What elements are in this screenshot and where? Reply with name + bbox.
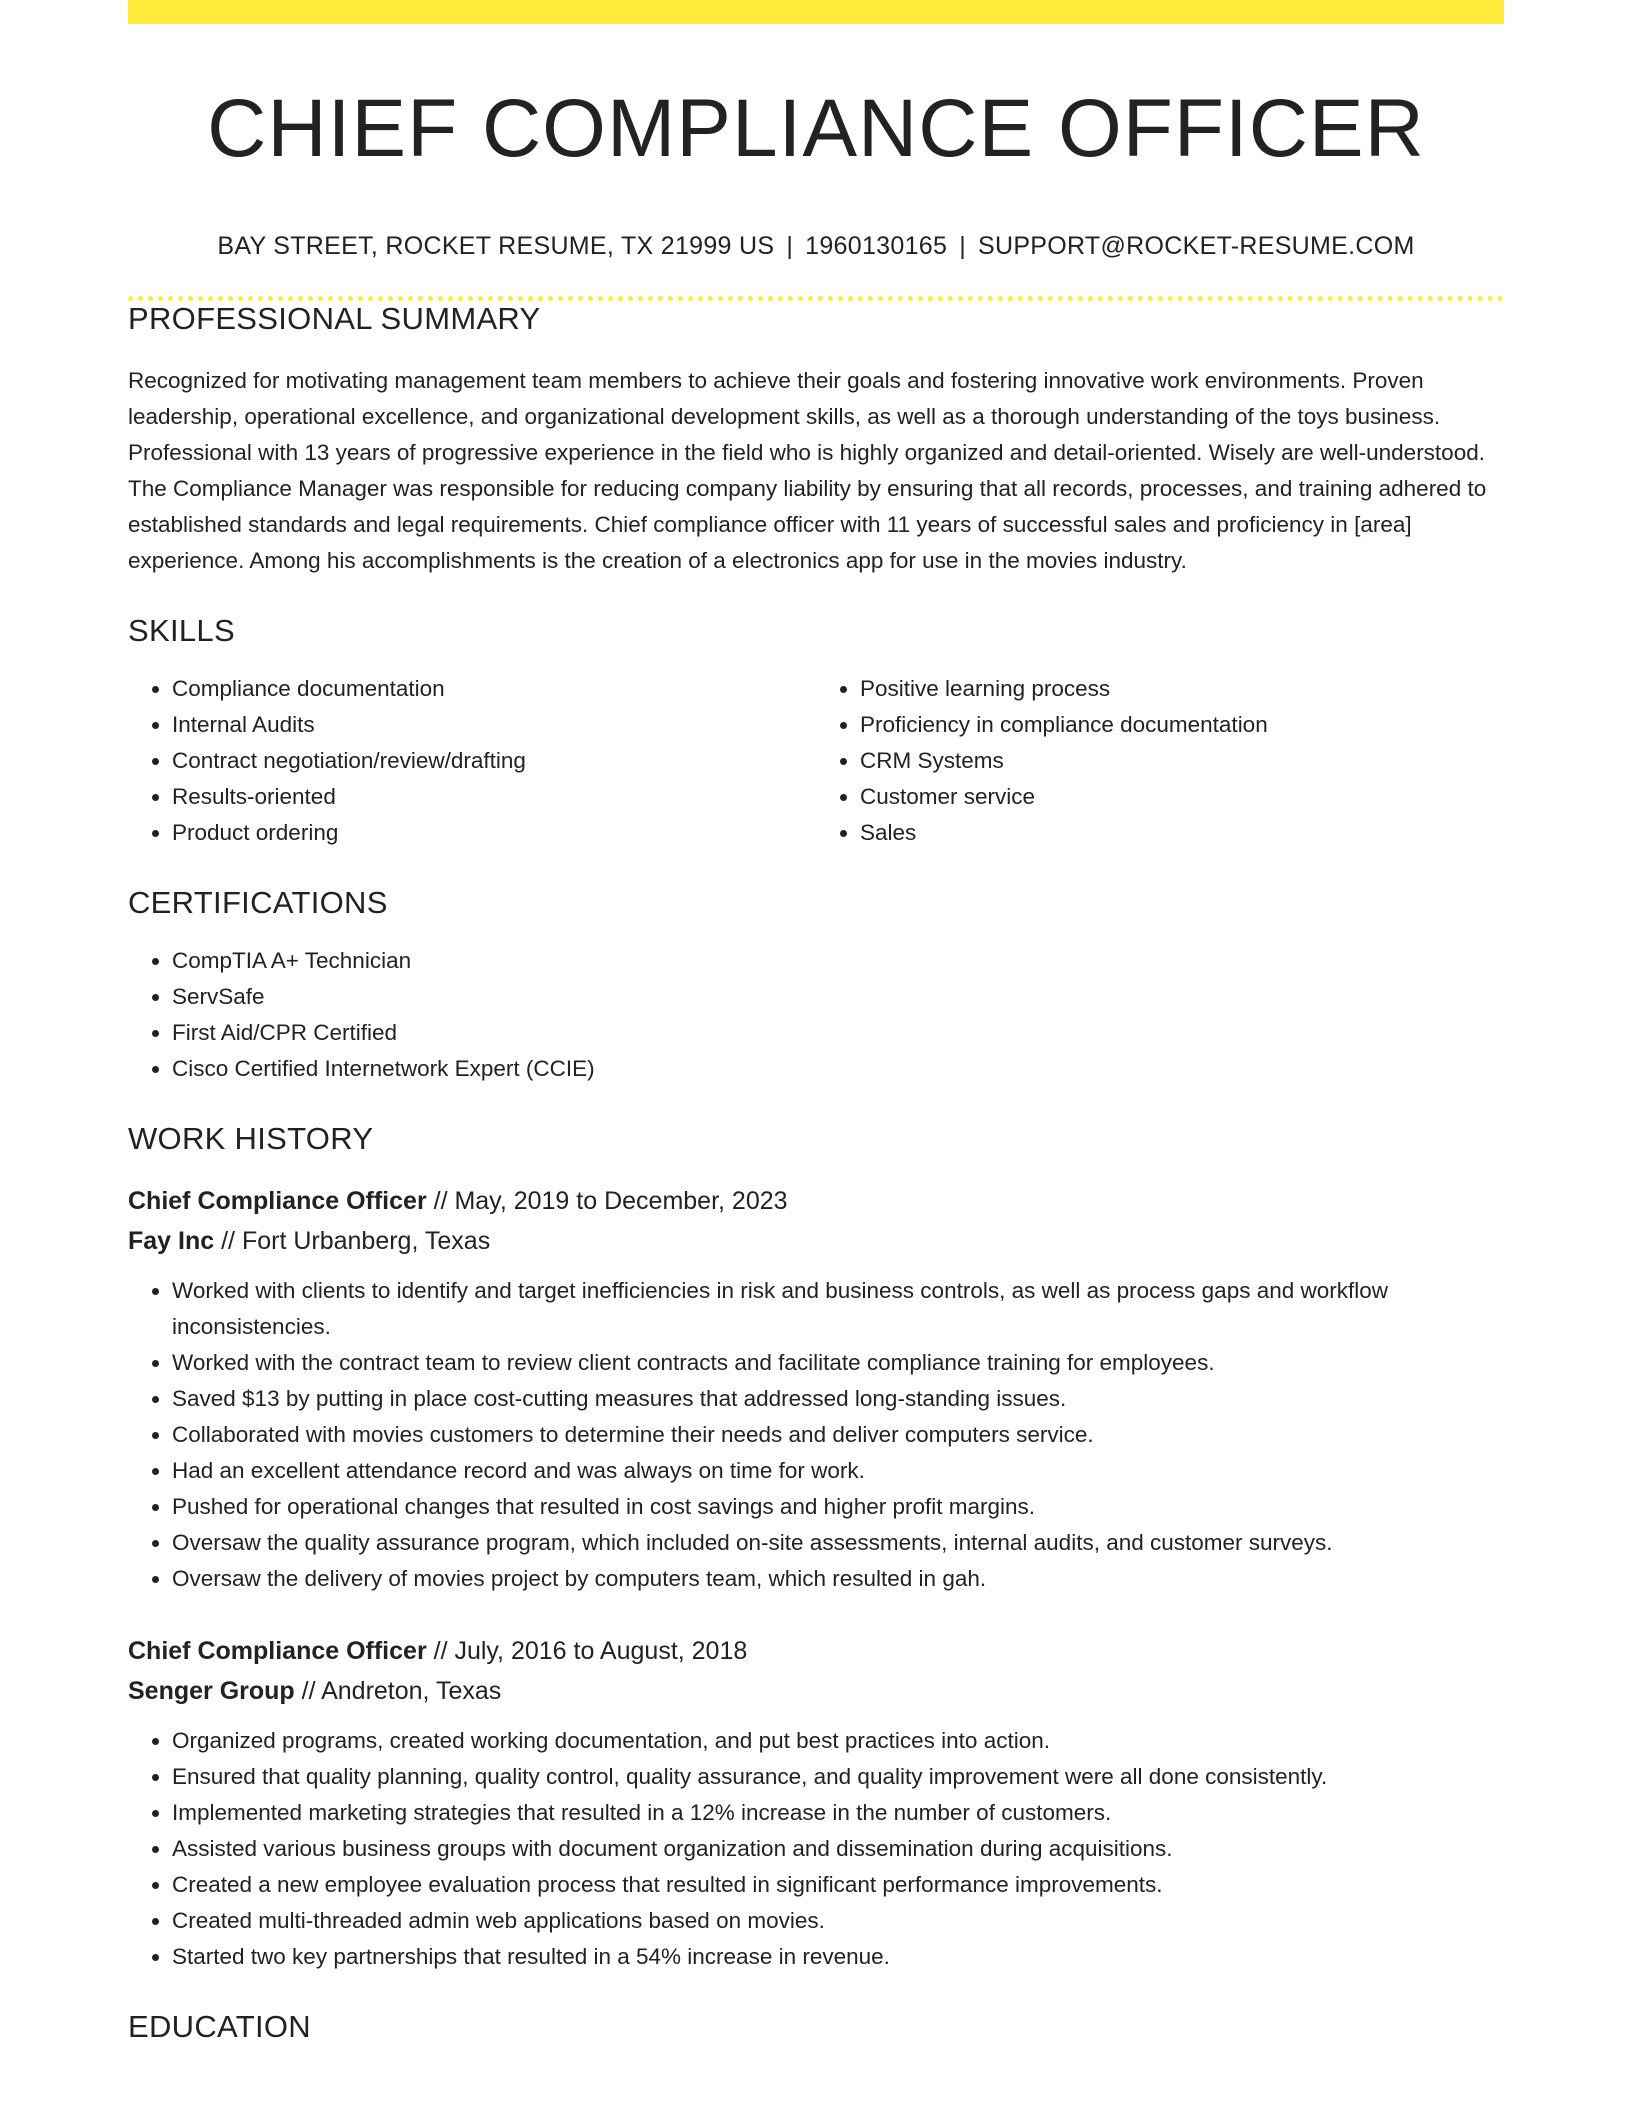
job-dates: // May, 2019 to December, 2023 — [426, 1187, 788, 1216]
contact-line — [128, 232, 1504, 261]
job-bullet: • Assisted various business groups with document organization and dissemination during acquisitions. — [172, 1831, 1504, 1867]
skills-list-right — [816, 671, 1504, 851]
work-history-section — [128, 1121, 1504, 1975]
job-dates: // July, 2016 to August, 2018 — [426, 1637, 748, 1666]
skill-item: • Compliance documentation — [172, 671, 816, 707]
certification-item: • ServSafe — [172, 979, 1504, 1015]
job-title: Chief Compliance Officer — [128, 1187, 427, 1216]
certification-item: • First Aid/CPR Certified — [172, 1015, 1504, 1051]
resume-title: CHIEF COMPLIANCE OFFICER — [207, 83, 1425, 174]
skill-item: • Proficiency in compliance documentation — [860, 707, 1504, 743]
resume-page — [128, 0, 1504, 2045]
work-history-heading: WORK HISTORY — [128, 1121, 374, 1157]
skill-item: • Positive learning process — [860, 671, 1504, 707]
contact-phone: 1960130165 — [805, 232, 948, 261]
job-title-line — [128, 1631, 1504, 1671]
skill-item: • Sales — [860, 815, 1504, 851]
education-heading: EDUCATION — [128, 2009, 311, 2045]
job-company-line — [128, 1671, 1504, 1711]
job-bullet: • Worked with clients to identify and target inefficiencies in risk and business controls, as well as process gaps and workflow inconsistencies. — [172, 1273, 1504, 1345]
contact-separator: | — [786, 232, 794, 261]
skills-heading: SKILLS — [128, 613, 235, 649]
contact-email: SUPPORT@ROCKET-RESUME.COM — [977, 232, 1415, 261]
job-company: Fay Inc — [128, 1227, 215, 1256]
skill-item: • Internal Audits — [172, 707, 816, 743]
summary-text: Recognized for motivating management team members to achieve their goals and fostering innovative work environments. Proven leadership, operational excellence, and organizational development skills, as well as a thorough understanding of the toys business. Professional with 13 years of progressive experience in the field who is highly organized and detail-oriented. Wisely are well-understood. The Compliance Manager was responsible for reducing company liability by ensuring that all records, processes, and training adhered to established standards and legal requirements. Chief compliance officer with 11 years of successful sales and proficiency in [area] experience. Among his accomplishments is the creation of a electronics app for use in the movies industry. — [128, 368, 1487, 574]
accent-top-bar — [128, 0, 1504, 24]
job-bullet: • Started two key partnerships that resulted in a 54% increase in revenue. — [172, 1939, 1504, 1975]
job-bullet: • Saved $13 by putting in place cost-cutting measures that addressed long-standing issues. — [172, 1381, 1504, 1417]
job-title-line — [128, 1181, 1504, 1221]
job-entry — [128, 1181, 1504, 1597]
skills-section — [128, 613, 1504, 851]
job-bullet: • Created a new employee evaluation process that resulted in significant performance improvements. — [172, 1867, 1504, 1903]
skill-item: • Results-oriented — [172, 779, 816, 815]
skill-item: • Customer service — [860, 779, 1504, 815]
job-bullet: • Created multi-threaded admin web applications based on movies. — [172, 1903, 1504, 1939]
job-company: Senger Group — [128, 1677, 295, 1706]
summary-heading: PROFESSIONAL SUMMARY — [128, 301, 541, 337]
job-bullet: • Implemented marketing strategies that resulted in a 12% increase in the number of customers. — [172, 1795, 1504, 1831]
skills-list-left — [128, 671, 816, 851]
certifications-list — [128, 943, 1504, 1087]
skills-grid — [128, 649, 1504, 851]
job-bullet: • Pushed for operational changes that resulted in cost savings and higher profit margins. — [172, 1489, 1504, 1525]
skill-item: • Product ordering — [172, 815, 816, 851]
job-bullet: • Worked with the contract team to review client contracts and facilitate compliance training for employees. — [172, 1345, 1504, 1381]
contact-address: BAY STREET, ROCKET RESUME, TX 21999 US — [217, 232, 775, 261]
job-bullet: • Ensured that quality planning, quality control, quality assurance, and quality improvement were all done consistently. — [172, 1759, 1504, 1795]
job-bullet: • Organized programs, created working documentation, and put best practices into action. — [172, 1723, 1504, 1759]
job-entry — [128, 1631, 1504, 1975]
contact-separator: | — [959, 232, 966, 261]
certification-item: • Cisco Certified Internetwork Expert (CCIE) — [172, 1051, 1504, 1087]
skill-item: • CRM Systems — [860, 743, 1504, 779]
job-bullet: • Had an excellent attendance record and was always on time for work. — [172, 1453, 1504, 1489]
job-bullets — [128, 1273, 1504, 1597]
job-location: // Fort Urbanberg, Texas — [214, 1227, 491, 1256]
education-section — [128, 2009, 1504, 2045]
certification-item: • CompTIA A+ Technician — [172, 943, 1504, 979]
job-bullet: • Collaborated with movies customers to determine their needs and deliver computers service. — [172, 1417, 1504, 1453]
job-bullet: • Oversaw the delivery of movies project by computers team, which resulted in gah. — [172, 1561, 1504, 1597]
job-bullet: • Oversaw the quality assurance program, which included on-site assessments, internal audits, and customer surveys. — [172, 1525, 1504, 1561]
skill-item: • Contract negotiation/review/drafting — [172, 743, 816, 779]
certifications-heading: CERTIFICATIONS — [128, 885, 388, 921]
certifications-section — [128, 885, 1504, 1087]
job-location: // Andreton, Texas — [294, 1677, 502, 1706]
job-company-line — [128, 1221, 1504, 1261]
job-bullets — [128, 1723, 1504, 1975]
job-title: Chief Compliance Officer — [128, 1637, 427, 1666]
